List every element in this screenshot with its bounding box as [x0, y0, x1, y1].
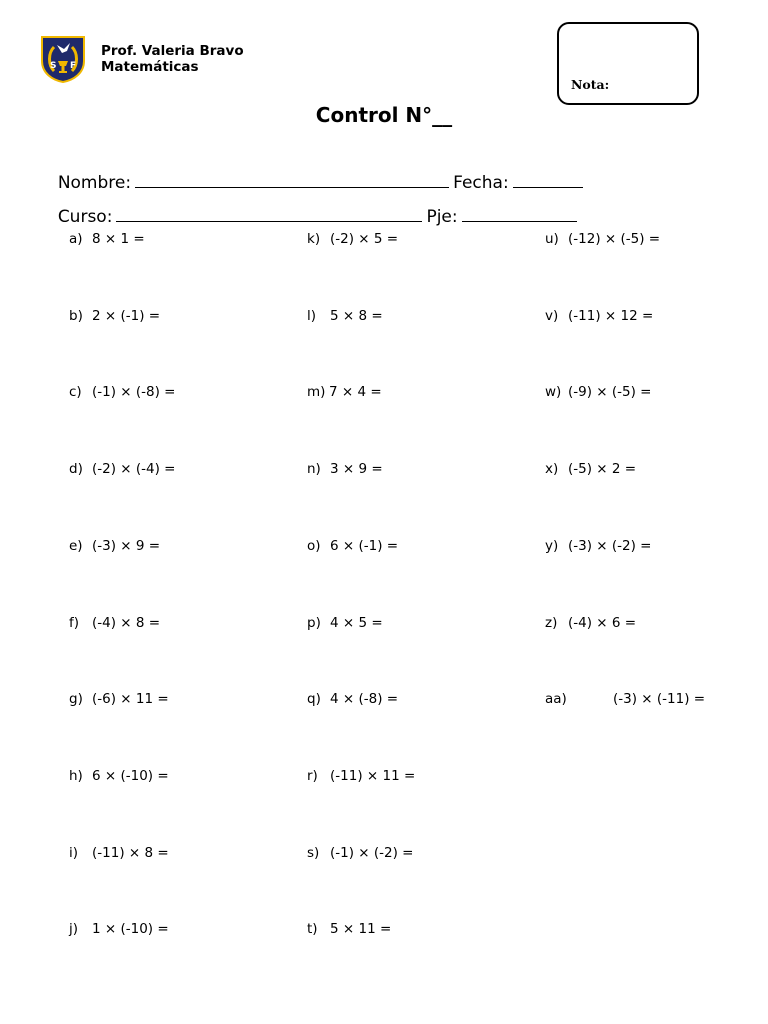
exercise-item [307, 767, 416, 784]
exercise-item [307, 921, 392, 938]
exercise-item [545, 231, 661, 247]
exercise-letter: f) [69, 614, 80, 631]
exercise-item [69, 537, 161, 554]
exercise-item [69, 921, 169, 938]
curso-label: Curso: [57, 207, 113, 227]
exercise-letter: k) [307, 231, 321, 247]
exercise-letter: w) [545, 384, 562, 401]
exercise-expression: (-3) × (-11) = [613, 691, 706, 708]
course-score-row [47, 184, 581, 227]
exercise-item [69, 614, 161, 631]
exercise-expression: (-9) × (-5) = [568, 384, 652, 401]
exercise-item [545, 614, 637, 631]
exercise-letter: y) [545, 537, 559, 554]
exercise-expression: 8 × 1 = [92, 231, 145, 247]
exercise-letter: h) [69, 767, 83, 784]
exercise-item [69, 691, 169, 708]
exercise-expression: 7 × 4 = [329, 384, 382, 401]
exercise-expression: 6 × (-10) = [92, 767, 169, 784]
exercise-item [307, 307, 383, 324]
exercise-item [307, 384, 382, 401]
exercise-item [545, 691, 706, 708]
exercise-expression: (-6) × 11 = [92, 691, 169, 708]
exercise-expression: 3 × 9 = [330, 461, 383, 478]
title-text: Control N°__ [315, 103, 453, 127]
svg-text:F: F [70, 61, 77, 71]
exercise-item [69, 461, 176, 478]
exercise-expression: (-3) × 9 = [92, 537, 161, 554]
subject-name: Matemáticas [101, 59, 199, 75]
exercise-letter: p) [307, 614, 321, 631]
exercise-expression: (-5) × 2 = [568, 461, 637, 478]
exercise-letter: z) [545, 614, 558, 631]
exercise-letter: l) [307, 307, 317, 324]
exercise-item [69, 307, 161, 324]
exercise-letter: b) [69, 307, 83, 324]
exercise-item [69, 767, 169, 784]
exercise-letter: q) [307, 691, 321, 708]
school-crest-icon [40, 35, 86, 83]
svg-text:S: S [50, 61, 57, 71]
exercise-expression: 1 × (-10) = [92, 921, 169, 938]
teacher-name: Prof. Valeria Bravo [101, 43, 244, 59]
exercise-expression: 6 × (-1) = [330, 537, 399, 554]
exercise-expression: (-2) × 5 = [330, 231, 399, 247]
exercise-letter: aa) [545, 691, 567, 708]
exercise-item [307, 461, 383, 478]
exercise-item [545, 537, 652, 554]
exercise-item [307, 231, 399, 247]
exercise-letter: n) [307, 461, 321, 478]
exercise-letter: t) [307, 921, 318, 938]
exercise-item [307, 614, 383, 631]
exercise-letter: i) [69, 844, 79, 861]
exercise-letter: v) [545, 307, 559, 324]
page-title [0, 103, 768, 127]
pje-label: Pje: [426, 207, 458, 227]
teacher-header [101, 43, 244, 75]
exercise-letter: s) [307, 844, 320, 861]
exercise-letter: j) [69, 921, 79, 938]
grade-label: Nota: [571, 77, 610, 92]
exercise-letter: g) [69, 691, 83, 708]
exercise-item [545, 461, 637, 478]
fecha-label: Fecha: [453, 173, 509, 193]
exercise-expression: (-12) × (-5) = [568, 231, 661, 247]
exercise-letter: u) [545, 231, 559, 247]
exercise-item [545, 384, 652, 401]
exercise-item [69, 844, 169, 861]
exercise-item [545, 307, 654, 324]
grade-box[interactable] [557, 22, 699, 105]
exercise-item [69, 231, 145, 247]
exercise-item [307, 844, 414, 861]
exercise-expression: 4 × 5 = [330, 614, 383, 631]
exercise-expression: (-11) × 11 = [330, 767, 416, 784]
exercise-expression: (-1) × (-2) = [330, 844, 414, 861]
nombre-label: Nombre: [57, 173, 132, 193]
exercise-letter: x) [545, 461, 559, 478]
exercise-expression: (-11) × 12 = [568, 307, 654, 324]
exercise-expression: 5 × 11 = [330, 921, 392, 938]
exercise-expression: 5 × 8 = [330, 307, 383, 324]
exercise-letter: c) [69, 384, 82, 401]
exercise-letter: r) [307, 767, 318, 784]
exercise-expression: (-3) × (-2) = [568, 537, 652, 554]
pje-field[interactable] [462, 204, 577, 222]
exercise-letter: o) [307, 537, 321, 554]
exercise-expression: (-4) × 8 = [92, 614, 161, 631]
exercise-expression: (-1) × (-8) = [92, 384, 176, 401]
exercise-letter: a) [69, 231, 83, 247]
exercise-expression: (-11) × 8 = [92, 844, 169, 861]
exercise-expression: 2 × (-1) = [92, 307, 161, 324]
exercise-letter: m) [307, 384, 326, 401]
exercise-expression: (-4) × 6 = [568, 614, 637, 631]
exercise-item [307, 537, 399, 554]
curso-field[interactable] [116, 204, 422, 222]
exercise-item [307, 691, 399, 708]
exercise-expression: (-2) × (-4) = [92, 461, 176, 478]
exercise-item [69, 384, 176, 401]
exercise-letter: d) [69, 461, 83, 478]
exercise-expression: 4 × (-8) = [330, 691, 399, 708]
exercise-letter: e) [69, 537, 83, 554]
